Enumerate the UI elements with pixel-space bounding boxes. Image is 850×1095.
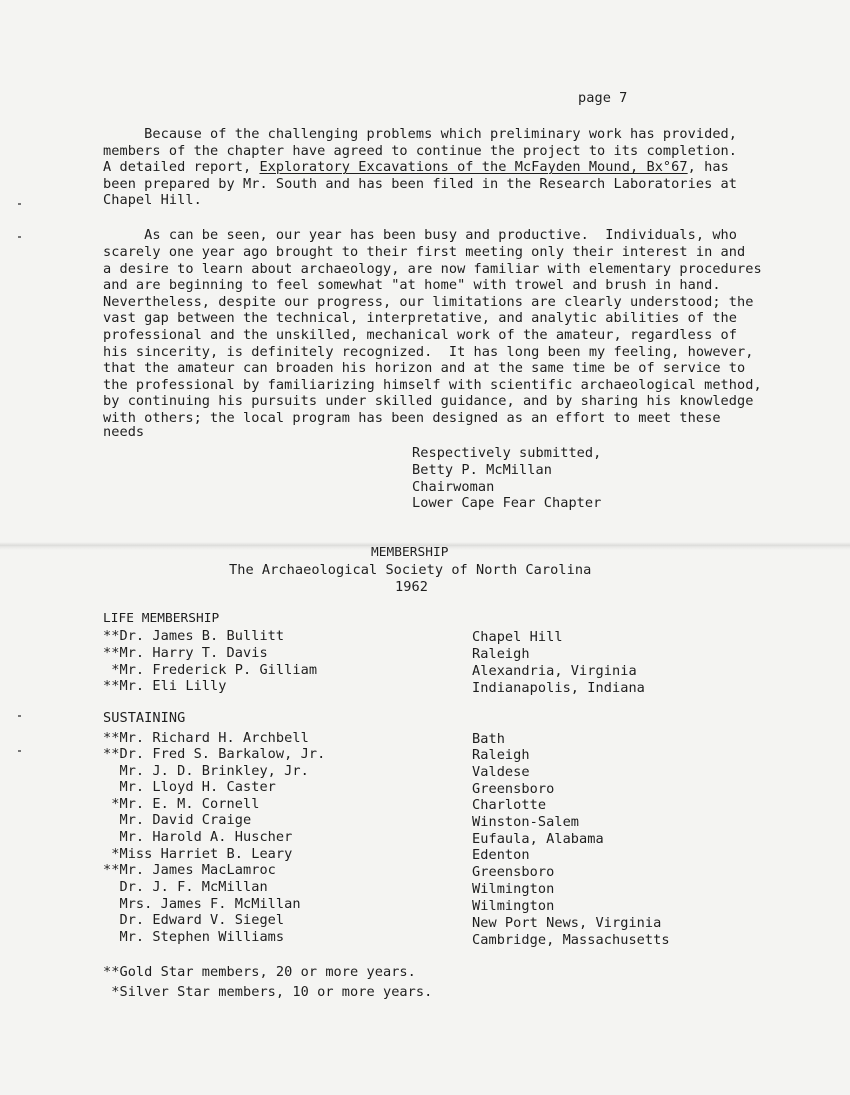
paragraph1-line: Chapel Hill. bbox=[103, 192, 202, 208]
footnote-gold-star: **Gold Star members, 20 or more years. bbox=[103, 964, 416, 980]
member-city: Bath bbox=[472, 731, 505, 747]
paragraph2-line: the professional by familiarizing himself with scientific archaeological method, bbox=[103, 377, 762, 393]
member-name: Dr. J. F. McMillan bbox=[103, 879, 268, 895]
member-city: Wilmington bbox=[472, 881, 555, 897]
membership-year: 1962 bbox=[395, 579, 428, 595]
member-city: Cambridge, Massachusetts bbox=[472, 932, 670, 948]
signature-title: Chairwoman bbox=[412, 479, 495, 495]
paragraph1-text: A detailed report, bbox=[103, 159, 260, 175]
member-city: Chapel Hill bbox=[472, 629, 563, 645]
report-title: Exploratory Excavations of the McFayden Mound, Bx°67 bbox=[259, 159, 688, 175]
paragraph1-line bbox=[103, 159, 729, 176]
member-city: Raleigh bbox=[472, 646, 530, 662]
member-city: Edenton bbox=[472, 847, 530, 863]
member-city: Wilmington bbox=[472, 898, 555, 914]
member-city: Greensboro bbox=[472, 864, 555, 880]
member-name: Mrs. James F. McMillan bbox=[103, 896, 301, 912]
member-name: Dr. Edward V. Siegel bbox=[103, 912, 285, 928]
paragraph1-line: been prepared by Mr. South and has been filed in the Research Laboratories at bbox=[103, 176, 738, 192]
member-name: **Dr. Fred S. Barkalow, Jr. bbox=[103, 746, 326, 762]
member-name: **Dr. James B. Bullitt bbox=[103, 628, 285, 644]
paragraph2-line: As can be seen, our year has been busy and productive. Individuals, who bbox=[103, 227, 738, 243]
member-name: Mr. Lloyd H. Caster bbox=[103, 779, 276, 795]
member-city: Raleigh bbox=[472, 747, 530, 763]
margin-speck bbox=[18, 236, 21, 238]
margin-speck bbox=[18, 203, 21, 205]
member-city: Alexandria, Virginia bbox=[472, 663, 637, 679]
member-city: Valdese bbox=[472, 764, 530, 780]
member-city: Winston-Salem bbox=[472, 814, 580, 830]
member-name: **Mr. Eli Lilly bbox=[103, 678, 227, 694]
member-city: Eufaula, Alabama bbox=[472, 831, 604, 847]
member-name: *Miss Harriet B. Leary bbox=[103, 846, 293, 862]
society-name: The Archaeological Society of North Carolina bbox=[229, 562, 592, 578]
member-name: Mr. David Craige bbox=[103, 812, 252, 828]
paragraph2-line: and are beginning to feel somewhat "at home" with trowel and brush in hand. bbox=[103, 277, 721, 293]
member-city: Charlotte bbox=[472, 797, 547, 813]
paragraph2-line: by continuing his pursuits under skilled guidance, and by sharing his knowledge bbox=[103, 393, 754, 409]
membership-title: MEMBERSHIP bbox=[371, 545, 449, 560]
life-membership-heading: LIFE MEMBERSHIP bbox=[103, 611, 220, 626]
member-city: Greensboro bbox=[472, 781, 555, 797]
paragraph1-text: , has bbox=[687, 159, 729, 175]
paragraph2-line: his sincerity, is definitely recognized. It has long been my feeling, however, bbox=[103, 344, 754, 360]
margin-speck bbox=[18, 750, 21, 752]
paragraph2-line: a desire to learn about archaeology, are now familiar with elementary procedures bbox=[103, 261, 762, 277]
signature-name: Betty P. McMillan bbox=[412, 462, 552, 478]
paragraph2-line: needs bbox=[103, 424, 145, 440]
member-name: Mr. Stephen Williams bbox=[103, 929, 285, 945]
member-city: New Port News, Virginia bbox=[472, 915, 662, 931]
paragraph2-line: professional and the unskilled, mechanical work of the amateur, regardless of bbox=[103, 327, 738, 343]
footnote-silver-star: *Silver Star members, 10 or more years. bbox=[103, 984, 433, 1000]
member-name: *Mr. E. M. Cornell bbox=[103, 796, 260, 812]
member-name: *Mr. Frederick P. Gilliam bbox=[103, 662, 318, 678]
member-name: **Mr. Richard H. Archbell bbox=[103, 730, 309, 746]
member-name: **Mr. James MacLamroc bbox=[103, 862, 276, 878]
paragraph2-line: vast gap between the technical, interpretative, and analytic abilities of the bbox=[103, 310, 738, 326]
paragraph2-line: with others; the local program has been designed as an effort to meet these bbox=[103, 410, 721, 426]
margin-speck bbox=[18, 715, 21, 717]
page-number: page 7 bbox=[578, 90, 628, 106]
member-name: Mr. J. D. Brinkley, Jr. bbox=[103, 763, 309, 779]
member-city: Indianapolis, Indiana bbox=[472, 680, 645, 696]
paragraph2-line: that the amateur can broaden his horizon and at the same time be of service to bbox=[103, 360, 746, 376]
member-name: Mr. Harold A. Huscher bbox=[103, 829, 293, 845]
signature-closing: Respectively submitted, bbox=[412, 445, 602, 461]
paragraph2-line: scarely one year ago brought to their first meeting only their interest in and bbox=[103, 244, 746, 260]
paragraph1-line: Because of the challenging problems which preliminary work has provided, bbox=[103, 126, 738, 142]
member-name: **Mr. Harry T. Davis bbox=[103, 645, 268, 661]
sustaining-heading: SUSTAINING bbox=[103, 710, 186, 726]
paragraph1-line: members of the chapter have agreed to continue the project to its completion. bbox=[103, 143, 738, 159]
paragraph2-line: Nevertheless, despite our progress, our limitations are clearly understood; the bbox=[103, 294, 754, 310]
signature-chapter: Lower Cape Fear Chapter bbox=[412, 495, 602, 511]
